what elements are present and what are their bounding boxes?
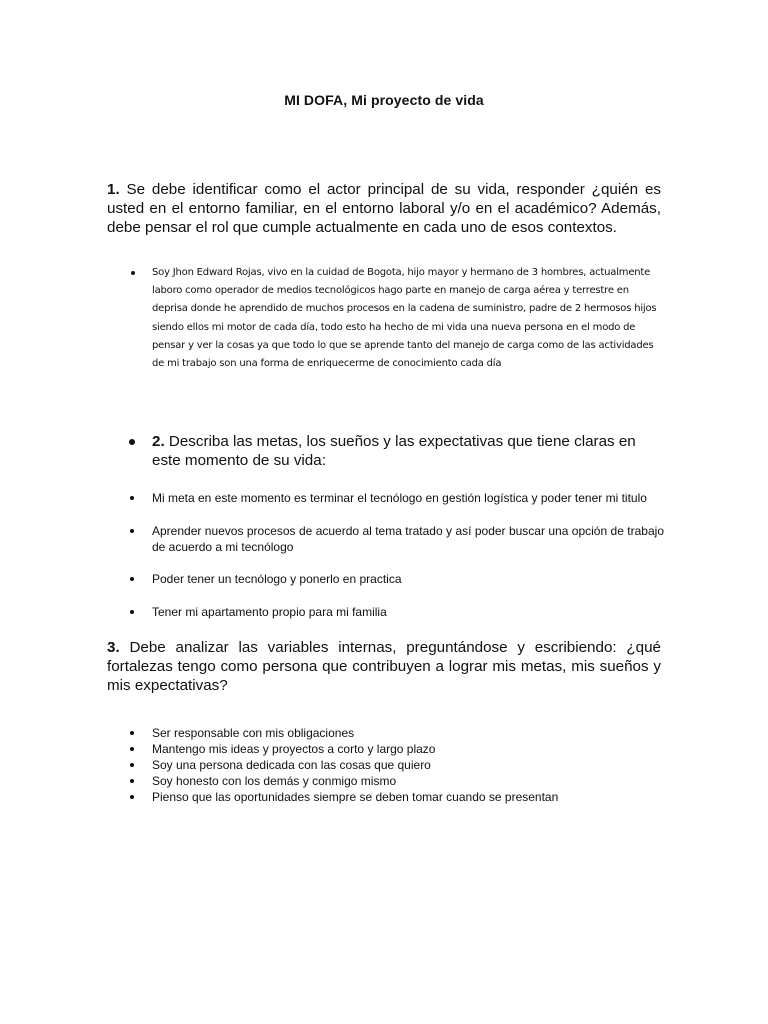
- bullet-icon: [130, 496, 134, 500]
- answer-1-list: [152, 264, 662, 373]
- strength-text: Soy una persona dedicada con las cosas que quiero: [152, 758, 431, 772]
- bullet-icon: [130, 731, 134, 735]
- goal-text: Aprender nuevos procesos de acuerdo al tema tratado y así poder buscar una opción de trabajo de acuerdo a mi tecnólogo: [152, 524, 664, 554]
- question-2-text: Describa las metas, los sueños y las expectativas que tiene claras en este momento de su vida:: [152, 433, 636, 469]
- list-item: [152, 757, 664, 773]
- list-item: [152, 523, 664, 555]
- strength-text: Ser responsable con mis obligaciones: [152, 726, 355, 740]
- bullet-icon: [130, 795, 134, 799]
- strength-text: Pienso que las oportunidades siempre se deben tomar cuando se presentan: [152, 790, 559, 804]
- bullet-icon: [130, 747, 134, 751]
- strength-text: Mantengo mis ideas y proyectos a corto y largo plazo: [152, 742, 436, 756]
- list-item: [152, 571, 402, 587]
- bullet-icon: [130, 763, 134, 767]
- bullet-icon: [130, 779, 134, 783]
- bullet-icon: [129, 439, 135, 445]
- list-item: [152, 725, 664, 741]
- question-2-list: [152, 432, 664, 470]
- answer-1-text: Soy Jhon Edward Rojas, vivo en la cuidad de Bogota, hijo mayor y hermano de 3 hombres, actualmente laboro como operador de medios tecnológicos hago parte en manejo de carga aérea y terrestre en deprisa donde he aprendido de muchos procesos en la cadena de suministro, padre de 2 hermosos hijos siendo ellos mi motor de cada día, todo esto ha hecho de mi vida una nueva persona en el modo de pensar y ver la cosas ya que todo lo que se aprende tanto del manejo de carga como de las actividades de mi trabajo son una forma de enriquecerme de conocimiento cada día: [152, 267, 657, 370]
- question-1-text: Se debe identificar como el actor principal de su vida, responder ¿quién es usted en el entorno familiar, en el entorno laboral y/o en el académico? Además, debe pensar el rol que cumple actualmente en cada uno de esos contextos.: [107, 181, 661, 236]
- goal-text: Mi meta en este momento es terminar el tecnólogo en gestión logística y poder tener mi titulo: [152, 491, 647, 505]
- goal-text: Tener mi apartamento propio para mi familia: [152, 605, 387, 619]
- strengths-list: [152, 725, 664, 805]
- list-item: [152, 490, 647, 506]
- bullet-icon: [130, 577, 134, 581]
- list-item: [152, 773, 664, 789]
- page-title: MI DOFA, Mi proyecto de vida: [284, 92, 484, 108]
- question-3: [107, 638, 661, 695]
- list-item: [152, 604, 387, 620]
- question-3-number: 3.: [107, 639, 120, 656]
- goal-text: Poder tener un tecnólogo y ponerlo en practica: [152, 572, 402, 586]
- list-item: [152, 789, 664, 805]
- question-1: [107, 180, 661, 237]
- bullet-icon: [130, 610, 134, 614]
- question-2: [152, 432, 664, 470]
- list-item: [152, 264, 662, 373]
- list-item: [152, 741, 664, 757]
- question-3-text: Debe analizar las variables internas, preguntándose y escribiendo: ¿qué fortalezas tengo como persona que contribuyen a lograr mis metas, mis sueños y mis expectativas?: [107, 639, 661, 694]
- question-2-number: 2.: [152, 433, 165, 450]
- bullet-icon: [130, 529, 134, 533]
- bullet-icon: [131, 271, 135, 275]
- strength-text: Soy honesto con los demás y conmigo mismo: [152, 774, 397, 788]
- question-1-number: 1.: [107, 181, 120, 198]
